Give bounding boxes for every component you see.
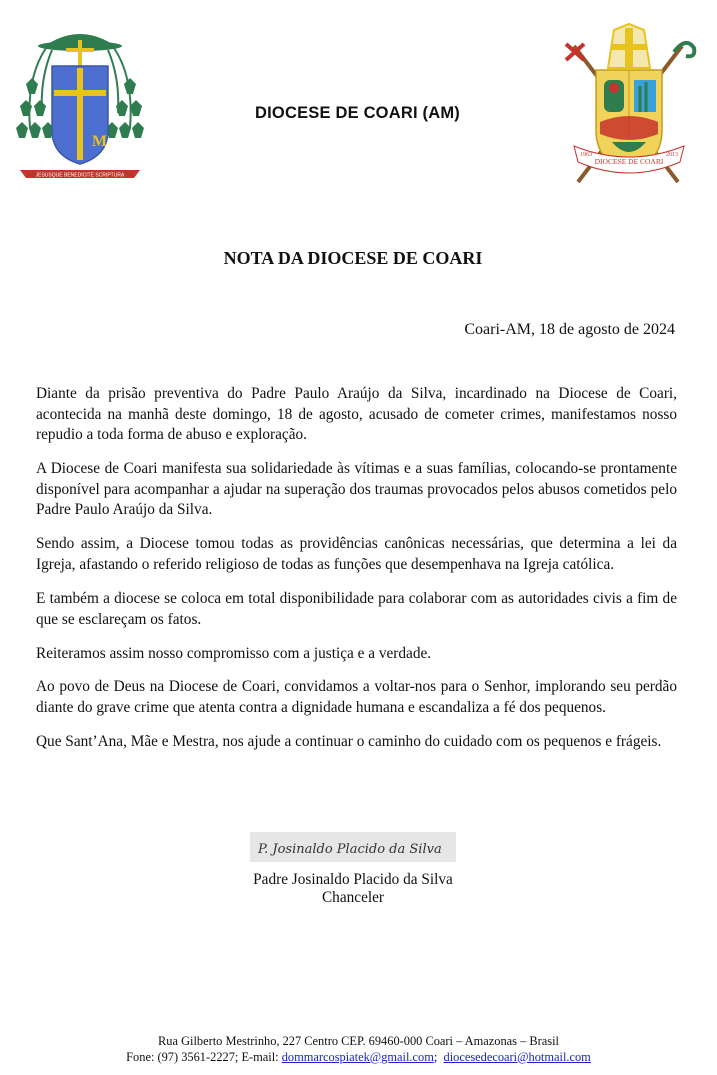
date-line: Coari-AM, 18 de agosto de 2024 [464, 321, 675, 338]
crest-year-right: 2013 [666, 152, 678, 158]
paragraph: Reiteramos assim nosso compromisso com a justiça e a verdade. [36, 644, 432, 662]
signer-name: Padre Josinaldo Placido da Silva [253, 871, 453, 888]
bishop-crest-icon [12, 18, 148, 184]
crest-ribbon-text: DIOCESE DE COARI [594, 157, 664, 166]
svg-text:P. Josinaldo Placido da Silva: P. Josinaldo Placido da Silva [258, 842, 442, 857]
page-footer [0, 1034, 717, 1065]
footer-phone: Fone: (97) 3561-2227; E-mail: [126, 1049, 282, 1064]
svg-text:M: M [92, 133, 108, 150]
note-body [36, 384, 677, 766]
crest-year-left: 1963 [580, 152, 592, 158]
paragraph: Ao povo de Deus na Diocese de Coari, convidamos a voltar-nos para o Senhor, implorando seu perdão diante do grave crime que atenta contra a dignidade humana e escandaliza a fé dos pequenos. [36, 678, 677, 717]
diocese-heading-text: DIOCESE DE COARI (AM) [255, 104, 460, 122]
signature-scribble-icon [250, 832, 456, 862]
note-title: NOTA DA DIOCESE DE COARI [223, 248, 483, 268]
right-coat-of-arms [556, 22, 702, 188]
paragraph: Diante da prisão preventiva do Padre Paulo Araújo da Silva, incardinado na Diocese de Coari, acontecida na manhã deste domingo, 18 de agosto, acusado de cometer crimes, manifestamos nosso repudio a toda forma de abuso e exploração. [36, 385, 677, 444]
paragraph: A Diocese de Coari manifesta sua solidariedade às vítimas e a suas famílias, colocando-se prontamente disponível para acompanhar a ajudar na superação dos traumas provocados pelos abusos cometidos pelo Padre Paulo Araújo da Silva. [36, 460, 677, 519]
paragraph: Que Sant’Ana, Mãe e Mestra, nos ajude a continuar o caminho do cuidado com os pequenos e frágeis. [36, 733, 662, 751]
crest-motto: JESUSQUE BENEDICITE SCRIPTURA [35, 172, 125, 179]
signature-block [0, 832, 706, 907]
paragraph: Sendo assim, a Diocese tomou todas as providências canônicas necessárias, que determina a lei da Igreja, afastando o referido religioso de todas as funções que desempenhava na Igreja católica. [36, 535, 677, 573]
diocese-crest-icon [556, 22, 702, 188]
handwritten-signature [250, 832, 456, 862]
footer-separator: ; [433, 1049, 444, 1064]
email-link-secondary[interactable]: diocesedecoari@hotmail.com [443, 1049, 591, 1064]
footer-address: Rua Gilberto Mestrinho, 227 Centro CEP. 69460-000 Coari – Amazonas – Brasil [158, 1034, 559, 1048]
paragraph: E também a diocese se coloca em total disponibilidade para colaborar com as autoridades civis a fim de que se esclareçam os fatos. [36, 589, 677, 628]
left-coat-of-arms [12, 18, 148, 184]
email-link-primary[interactable]: dommarcospiatek@gmail.com [281, 1049, 434, 1064]
footer-contact [0, 1050, 717, 1066]
signer-role: Chanceler [321, 889, 384, 906]
